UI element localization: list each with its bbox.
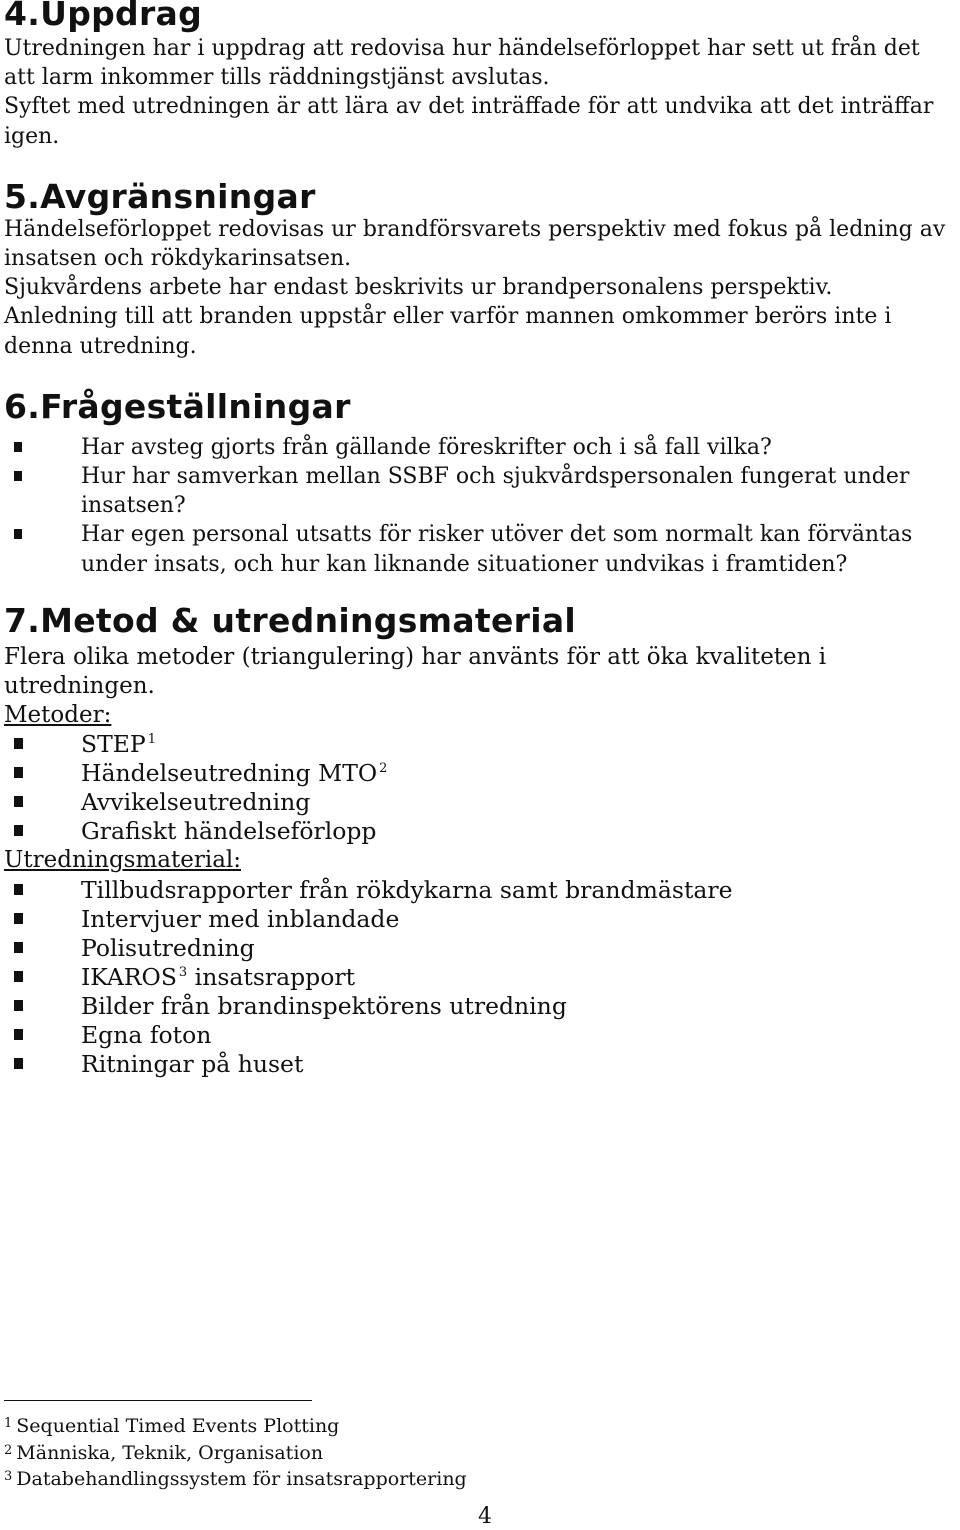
- section-7-number: 7.: [4, 600, 41, 640]
- methods-list: [4, 730, 956, 846]
- list-item: [4, 520, 956, 578]
- section-7-heading: [4, 601, 956, 641]
- list-item: [4, 963, 956, 992]
- method-text: Händelseutredning MTO: [81, 759, 378, 788]
- footnote-number: 2: [4, 1442, 13, 1458]
- list-item: [4, 905, 956, 934]
- footnote: [4, 1439, 467, 1466]
- square-bullet-icon: [14, 767, 23, 778]
- material-text: Bilder från brandinspektörens utredning: [81, 991, 567, 1020]
- section-6-heading: [4, 387, 956, 427]
- section-5-heading: [4, 177, 956, 217]
- footnote-text: Databehandlingssystem för insatsrapportering: [16, 1468, 467, 1490]
- section-6-title: Frågeställningar: [40, 386, 351, 426]
- section-5-paragraph-3: Anledning till att branden uppstår eller varför mannen omkommer berörs inte i denna utredning.: [4, 304, 892, 359]
- section-4-heading: [4, 0, 956, 34]
- section-5-title: Avgränsningar: [40, 176, 316, 216]
- material-text: Egna foton: [81, 1020, 212, 1049]
- square-bullet-icon: [14, 942, 23, 953]
- footnotes: [4, 1412, 467, 1492]
- list-item: [4, 759, 956, 788]
- section-7-intro: Flera olika metoder (triangulering) har använts för att öka kvaliteten i utredningen.: [4, 643, 827, 700]
- question-text: Har avsteg gjorts från gällande föreskrifter och i så fall vilka?: [81, 434, 772, 460]
- footnote-number: 3: [4, 1469, 13, 1484]
- list-item: [4, 433, 956, 462]
- method-text: Avvikelseutredning: [81, 788, 311, 817]
- square-bullet-icon: [14, 825, 23, 836]
- page-number: 4: [478, 1504, 492, 1529]
- square-bullet-icon: [14, 738, 23, 749]
- square-bullet-icon: [14, 796, 23, 807]
- method-text: Grafiskt händelseförlopp: [81, 817, 377, 846]
- question-text: Har egen personal utsatts för risker utöver det som normalt kan förväntas under insats, och hur kan liknande situationer undvikas i framtiden?: [81, 522, 913, 577]
- list-item: [4, 462, 956, 520]
- list-item: [4, 876, 956, 905]
- list-item: [4, 934, 956, 963]
- section-6-number: 6.: [4, 386, 41, 426]
- section-7-title: Metod & utredningsmaterial: [40, 600, 577, 640]
- material-text: Intervjuer med inblandade: [81, 904, 400, 933]
- list-item: [4, 992, 956, 1021]
- footnote-text: Människa, Teknik, Organisation: [16, 1441, 324, 1464]
- method-text: STEP: [81, 730, 146, 759]
- square-bullet-icon: [14, 442, 22, 452]
- material-text: Ritningar på huset: [81, 1049, 304, 1078]
- square-bullet-icon: [14, 971, 23, 982]
- section-4-title: Uppdrag: [40, 0, 203, 33]
- section-5-paragraph-2: Sjukvårdens arbete har endast beskrivits ur brandpersonalens perspektiv.: [4, 275, 833, 301]
- footnote-text: Sequential Timed Events Plotting: [16, 1415, 340, 1437]
- materials-label: Utredningsmaterial:: [4, 847, 242, 874]
- methods-label: Metoder:: [4, 702, 112, 729]
- footnote: [4, 1412, 467, 1439]
- section-5-number: 5.: [4, 176, 41, 216]
- list-item: [4, 1050, 956, 1079]
- square-bullet-icon: [14, 471, 22, 481]
- square-bullet-icon: [14, 1058, 23, 1069]
- materials-list: [4, 876, 956, 1079]
- square-bullet-icon: [14, 529, 22, 539]
- footnote-number: 1: [4, 1416, 13, 1431]
- list-item: [4, 730, 956, 759]
- material-text: Polisutredning: [81, 933, 255, 962]
- material-text: IKAROS: [81, 962, 177, 991]
- section-4-paragraph-1: Utredningen har i uppdrag att redovisa hur händelseförloppet har sett ut från det att larm inkommer tills räddningstjänst avslutas.: [4, 36, 920, 91]
- document-page: [4, 0, 956, 1079]
- material-text: Tillbudsrapporter från rökdykarna samt brandmästare: [81, 875, 733, 904]
- list-item: [4, 1021, 956, 1050]
- square-bullet-icon: [14, 913, 23, 924]
- square-bullet-icon: [14, 884, 23, 895]
- footnote: [4, 1465, 467, 1492]
- square-bullet-icon: [14, 1000, 23, 1011]
- list-item: [4, 788, 956, 817]
- footnote-ref: 1: [147, 732, 157, 748]
- section-4-number: 4.: [4, 0, 41, 33]
- footnote-ref: 2: [379, 761, 388, 777]
- question-text: Hur har samverkan mellan SSBF och sjukvårdspersonalen fungerat under insatsen?: [81, 464, 910, 519]
- questions-list: [4, 433, 956, 579]
- square-bullet-icon: [14, 1029, 23, 1040]
- list-item: [4, 817, 956, 846]
- footnote-divider: [4, 1400, 312, 1401]
- section-5-paragraph-1: Händelseförloppet redovisas ur brandförsvarets perspektiv med fokus på ledning av insatsen och rökdykarinsatsen.: [4, 216, 946, 272]
- section-4-paragraph-2: Syftet med utredningen är att lära av det inträffade för att undvika att det inträffar igen.: [4, 94, 934, 149]
- footnote-ref: 3: [178, 964, 188, 980]
- material-text-suffix: insatsrapport: [187, 962, 356, 991]
